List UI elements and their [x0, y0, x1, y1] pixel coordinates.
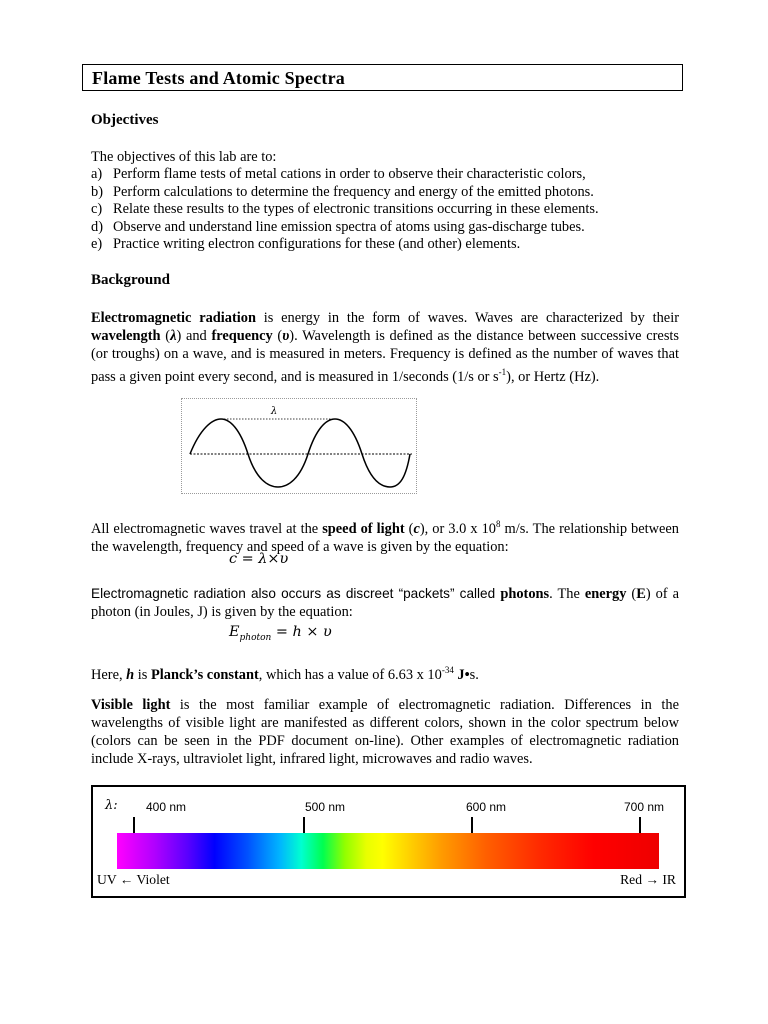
spectrum-lambda-label: λ: — [105, 798, 118, 813]
wave-diagram — [182, 399, 418, 495]
term-wavelength: wavelength — [91, 328, 161, 344]
spectrum-left-label: UV ← Violet — [97, 872, 170, 887]
text: m/s. The relationship between the wavelength, frequency and speed of a wave is given by the equation: — [91, 520, 680, 555]
superscript: 8 — [495, 519, 501, 529]
eq-subscript: photon — [239, 632, 272, 643]
list-marker: b) — [91, 183, 103, 200]
text: ), or 3.0 x 10 — [419, 520, 496, 537]
paragraph-speed-of-light — [91, 515, 679, 556]
objectives-list — [91, 166, 691, 254]
list-text: Relate these results to the types of electronic transitions occurring in these elements. — [113, 201, 599, 218]
tick-label-500: 500 nm — [305, 800, 346, 814]
term-planck: Planck’s constant — [150, 666, 259, 683]
list-item — [91, 236, 691, 254]
tick-600 — [471, 817, 473, 833]
paragraph-visible-light — [91, 696, 679, 768]
list-text: Perform flame tests of metal cations in order to observe their characteristic colors, — [113, 166, 586, 182]
list-item — [91, 184, 691, 202]
paragraph-em-radiation — [91, 309, 679, 386]
wave-figure — [181, 398, 417, 494]
term-frequency: frequency — [211, 328, 273, 344]
term-visible-light: Visible light — [91, 697, 171, 713]
text: ) of a photon (in Joules, J) is given by the equation: — [91, 586, 679, 620]
objectives-intro: The objectives of this lab are to: — [91, 149, 277, 165]
term-speed-of-light: speed of light — [322, 520, 405, 537]
paragraph-photons — [91, 585, 679, 621]
title-box — [82, 64, 683, 91]
spectrum-right-label: Red → IR — [620, 872, 676, 887]
text: ( — [404, 520, 414, 537]
eq-rest: = h × υ — [271, 624, 332, 640]
list-text: Perform calculations to determine the frequency and energy of the emitted photons. — [113, 183, 594, 200]
text: is — [134, 666, 151, 683]
objectives-heading: Objectives — [91, 112, 159, 128]
text: ). Wavelength is defined as the distance between successive crests (or troughs) on a wave, and is measured in meters. Frequency is defined as the number of waves that pass a given point every second, and is measured in 1/seconds (1/s or s — [91, 328, 680, 385]
list-marker: c) — [91, 201, 103, 218]
tick-400 — [133, 817, 135, 833]
eq-e: E — [229, 624, 240, 640]
text: , which has a value of 6.63 x 10 — [258, 666, 442, 683]
tick-500 — [303, 817, 305, 833]
text: Here, — [91, 666, 127, 683]
wave-lambda-label: λ — [270, 406, 278, 417]
text: ( — [626, 586, 637, 602]
list-item — [91, 201, 691, 219]
text: ) and — [176, 328, 212, 344]
text: ( — [160, 328, 171, 344]
tick-label-600: 600 nm — [466, 800, 507, 814]
text: ( — [272, 328, 283, 344]
list-marker: d) — [91, 218, 103, 235]
tick-label-400: 400 nm — [146, 800, 187, 814]
text: Electromagnetic radiation also occurs as discreet “packets” called — [91, 586, 501, 601]
nu-symbol: υ — [282, 328, 290, 344]
equation-speed: c = λ×υ — [229, 551, 289, 567]
paragraph-planck — [91, 661, 679, 684]
h-symbol: h — [126, 666, 135, 683]
color-spectrum-bar — [117, 833, 659, 869]
list-marker: e) — [91, 236, 103, 253]
term-energy: energy — [584, 586, 627, 602]
tick-label-700: 700 nm — [624, 800, 665, 814]
list-item — [91, 166, 691, 184]
list-item — [91, 219, 691, 237]
text: All electromagnetic waves travel at the — [91, 520, 323, 537]
term-em-radiation: Electromagnetic radiation — [91, 310, 256, 326]
list-text: Practice writing electron configurations for these (and other) elements. — [113, 236, 521, 253]
c-symbol: c — [413, 520, 420, 537]
page-title: Flame Tests and Atomic Spectra — [92, 68, 345, 88]
unit-bold: J• — [453, 666, 470, 683]
term-photons: photons — [500, 586, 550, 602]
equation-photon-energy — [229, 624, 332, 643]
text: s. — [469, 666, 479, 683]
background-heading: Background — [91, 272, 170, 288]
text: is the most familiar example of electromagnetic radiation. Differences in the wavelengths of visible light are manifested as different colors, shown in the color spectrum below (colors can be seen in the PDF document on-line). Other examples of electromagnetic radiation include X-rays, ultraviolet light, infrared light, microwaves and radio waves. — [91, 697, 679, 767]
wave-curve — [190, 419, 410, 487]
text: is energy in the form of waves. Waves are characterized by their — [256, 310, 679, 326]
tick-700 — [639, 817, 641, 833]
text: . The — [549, 586, 585, 602]
lambda-symbol: λ — [170, 328, 177, 344]
list-marker: a) — [91, 166, 103, 182]
list-text: Observe and understand line emission spectra of atoms using gas-discharge tubes. — [113, 218, 585, 235]
e-symbol: E — [636, 586, 646, 602]
superscript: -1 — [498, 367, 507, 377]
superscript: -34 — [441, 665, 454, 675]
text: ), or Hertz (Hz). — [506, 368, 600, 385]
